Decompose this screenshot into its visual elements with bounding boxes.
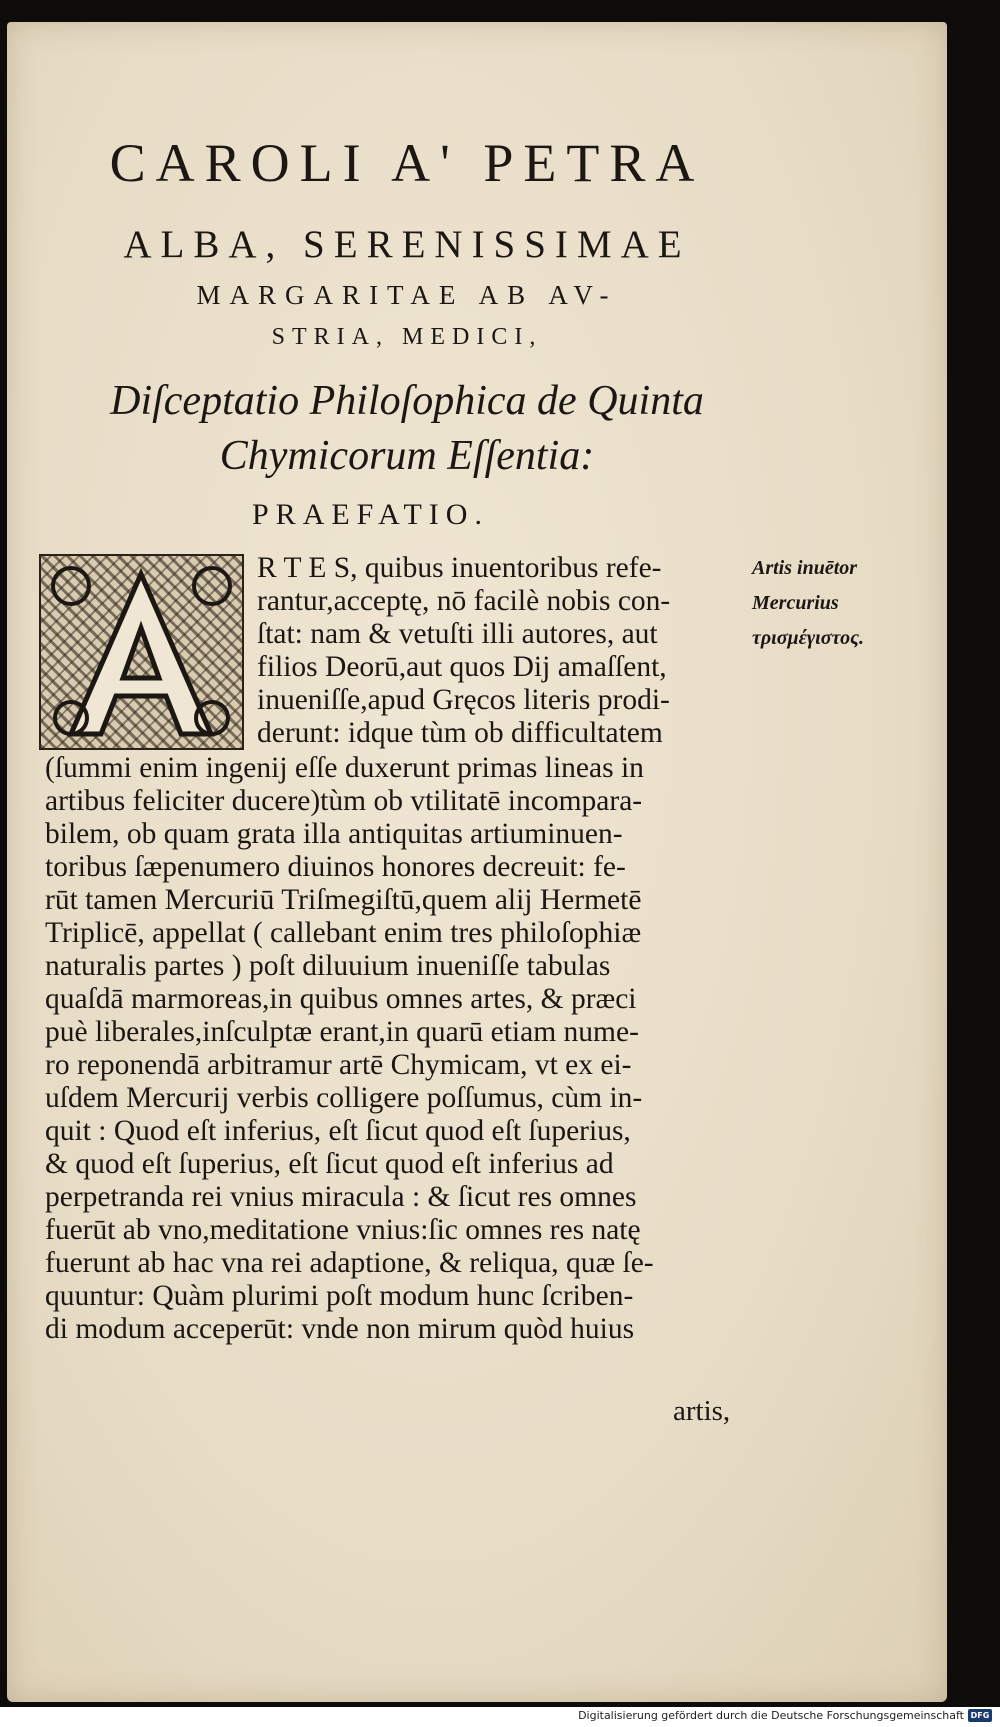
body-line: puè liberales,inſculptæ erant,in quarū etiam nume- (45, 1016, 639, 1048)
body-line: rantur,acceptę, nō facilè nobis con- (257, 585, 671, 617)
decorated-initial-a-icon (39, 554, 244, 750)
body-line: fuerūt ab vno,meditatione vnius:ſic omnes res natę (45, 1214, 641, 1246)
catchword: artis, (673, 1395, 731, 1427)
title-line-2: ALBA, SERENISSIMAE (123, 223, 691, 266)
body-line: uſdem Mercurij verbis colligere poſſumus, cùm in- (45, 1082, 643, 1114)
title-line-4: STRIA, MEDICI, (271, 324, 543, 350)
body-line: quuntur: Quàm plurimi poſt modum hunc ſcriben- (45, 1280, 634, 1312)
subtitle-line-1: Diſceptatio Philoſophica de Quinta (110, 378, 704, 424)
body-line: bilem, ob quam grata illa antiquitas artiuminuen- (45, 818, 623, 850)
book-page (7, 22, 947, 1702)
body-line: ſtat: nam & vetuſti illi autores, aut (257, 618, 658, 650)
body-line: derunt: idque tùm ob difficultatem (257, 717, 663, 749)
body-line: & quod eſt ſuperius, eſt ſicut quod eſt inferius ad (45, 1148, 614, 1180)
subtitle-line-2: Chymicorum Eſſentia: (219, 433, 595, 479)
body-line: naturalis partes ) poſt diluuium inueniſſe tabulas (45, 950, 611, 982)
body-line: di modum acceperūt: vnde non mirum quòd huius (45, 1313, 635, 1345)
margin-note-3: τρισμέγιστος. (752, 627, 865, 649)
body-line: quaſdā marmoreas,in quibus omnes artes, & præci (45, 983, 637, 1015)
body-line: artibus feliciter ducere)tùm ob vtilitatē incompara- (45, 785, 643, 817)
body-line: perpetranda rei vnius miracula : & ſicut res omnes (45, 1181, 637, 1213)
title-line-3: MARGARITAE AB AV- (196, 280, 618, 310)
body-line: rūt tamen Mercuriū Triſmegiſtū,quem alij Hermetē (45, 884, 642, 916)
body-line: R T E S, quibus inuentoribus refe- (257, 552, 662, 584)
body-line: quit : Quod eſt inferius, eſt ſicut quod eſt ſuperius, (45, 1115, 631, 1147)
footer-credit: Digitalisierung gefördert durch die Deutsche Forschungsgemeinschaft (578, 1709, 964, 1722)
body-line: fuerunt ab hac vna rei adaptione, & reliqua, quæ ſe- (45, 1247, 654, 1279)
body-line: (ſummi enim ingenij eſſe duxerunt primas lineas in (45, 752, 644, 784)
title-line-1: CAROLI A' PETRA (109, 133, 705, 193)
margin-note-1: Artis inuētor (752, 557, 858, 579)
body-line: filios Deorū,aut quos Dij amaſſent, (257, 651, 667, 683)
dfg-logo-icon: DFG (968, 1709, 992, 1722)
section-heading: PRAEFATIO. (252, 498, 489, 531)
margin-note-2: Mercurius (752, 592, 839, 614)
body-line: ro reponendā arbitramur artē Chymicam, vt ex ei- (45, 1049, 632, 1081)
body-line: toribus ſæpenumero diuinos honores decreuit: fe- (45, 851, 626, 883)
body-line: inueniſſe,apud Gręcos literis prodi- (257, 684, 670, 716)
body-line: Triplicē, appellat ( callebant enim tres philoſophiæ (45, 917, 642, 949)
